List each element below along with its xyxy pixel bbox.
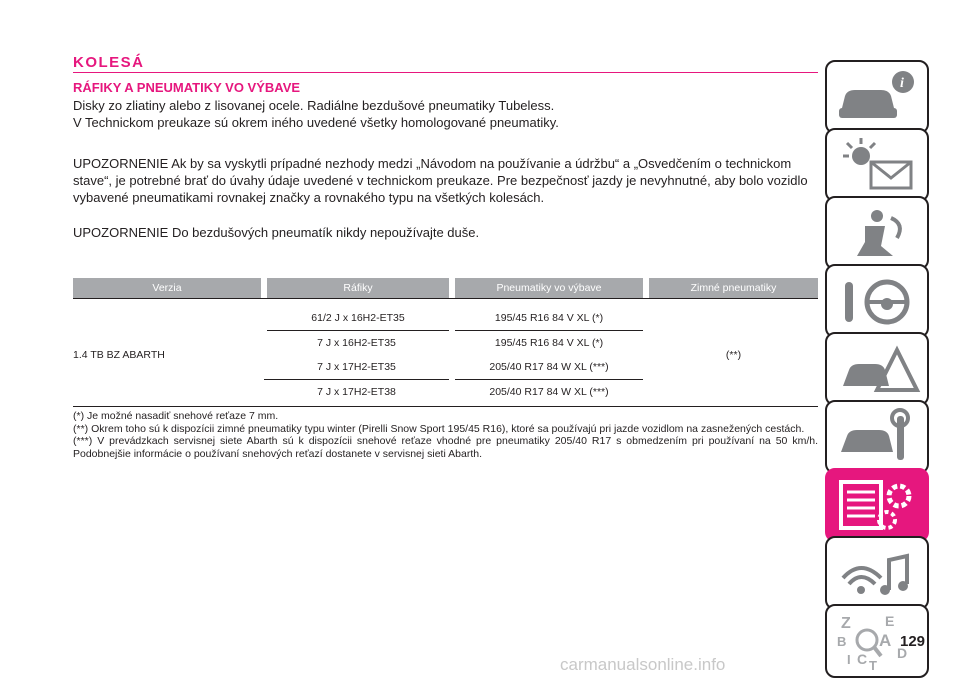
index-letter: E [885,613,895,629]
watermark: carmanualsonline.info [560,655,726,674]
header-winter: Zimné pneumatiky [646,278,818,298]
rim-cell: 7 J x 16H2-ET35 [317,337,396,349]
index-letter: C [857,651,868,667]
table-row [73,306,818,331]
version-cell: 1.4 TB BZ ABARTH [73,349,165,361]
index-letter: A [879,631,892,650]
technical-data-icon [835,476,921,536]
index-letter: Z [841,615,851,632]
rim-cell: 7 J x 17H2-ET38 [317,386,396,398]
tab-emergency[interactable] [825,332,929,406]
index-letter: B [837,634,847,649]
footnote-2: (**) Okrem toho sú k dispozícii zimné pneumatiky typu winter (Pirelli Snow Sport 195/45 R16), ktoré sa používajú pri jazde vozidlom na zasnežených cestách. [73,422,805,435]
steering-wheel-icon [835,272,921,332]
index-letter: I [847,652,851,667]
multimedia-icon [835,544,921,604]
section-title: KOLESÁ [73,54,145,71]
tab-maintenance[interactable] [825,400,929,474]
svg-text:i: i [900,76,904,91]
intro-paragraph: Disky zo zliatiny alebo z lisovanej ocele. Radiálne bezdušové pneumatiky Tubeless. V Technickom preukaze sú okrem iného uvedené všetky homologované pneumatiky. [73,98,559,130]
winter-cell: (**) [646,306,818,404]
tyre-cell: 205/40 R17 84 W XL (***) [452,380,646,405]
index-letter: D [897,645,908,661]
header-rims: Ráfiky [264,278,452,298]
index-letter: T [869,658,877,672]
emergency-icon [835,340,921,400]
warning-lights-icon [835,136,921,196]
header-tyres: Pneumatiky vo výbave [452,278,646,298]
footnote-3: (***) V prevádzkach servisnej siete Abarth sú k dispozícii snehové reťaze vhodné pre pneumatiky 205/40 R17 s obmedzením pri používaní na 50 km/h. Podobnejšie informácie o používaní snehových reťazí dostanete v servisnej sieti Abarth. [73,435,818,460]
warning-paragraph-1: UPOZORNENIE Ak by sa vyskytli prípadné nezhody medzi „Návodom na používanie a údržbu“ a „Osvedčením o technickom stave“, je potrebné brať do úvahy údaje uvedené v technickom preukaze. Pre bezpečnosť jazdy je nevyhnutné, aby bolo vozidlo vybavené pneumatikami rovnakej značky a rovnakého typu na všetkých kolesách. [73,156,808,205]
tab-technical-data[interactable] [825,468,929,542]
table-header-rule [73,298,818,299]
airbag-icon [835,204,921,264]
warning-paragraph-2: UPOZORNENIE Do bezdušových pneumatík nikdy nepoužívajte duše. [73,225,480,240]
rim-cell: 7 J x 17H2-ET35 [264,355,452,380]
maintenance-icon [835,408,921,468]
page-number: 129 [900,633,926,650]
wheels-table [73,278,818,404]
car-info-icon [835,68,921,128]
tab-safety[interactable] [825,196,929,270]
rim-cell: 61/2 J x 16H2-ET35 [264,306,452,331]
table-bottom-rule [73,406,818,407]
tab-starting-driving[interactable] [825,264,929,338]
tyre-cell: 205/40 R17 84 W XL (***) [452,355,646,380]
tab-car-info[interactable] [825,60,929,134]
tab-multimedia[interactable] [825,536,929,610]
subtitle: RÁFIKY A PNEUMATIKY VO VÝBAVE [73,80,301,95]
tab-lights-messages[interactable] [825,128,929,202]
title-rule [73,72,818,73]
tyre-cell: 195/45 R16 84 V XL (*) [452,331,646,356]
footnotes [73,410,818,460]
footnote-1: (*) Je možné nasadiť snehové reťaze 7 mm. [73,410,279,422]
tyre-cell: 195/45 R16 84 V XL (*) [452,306,646,331]
header-version: Verzia [73,278,264,298]
